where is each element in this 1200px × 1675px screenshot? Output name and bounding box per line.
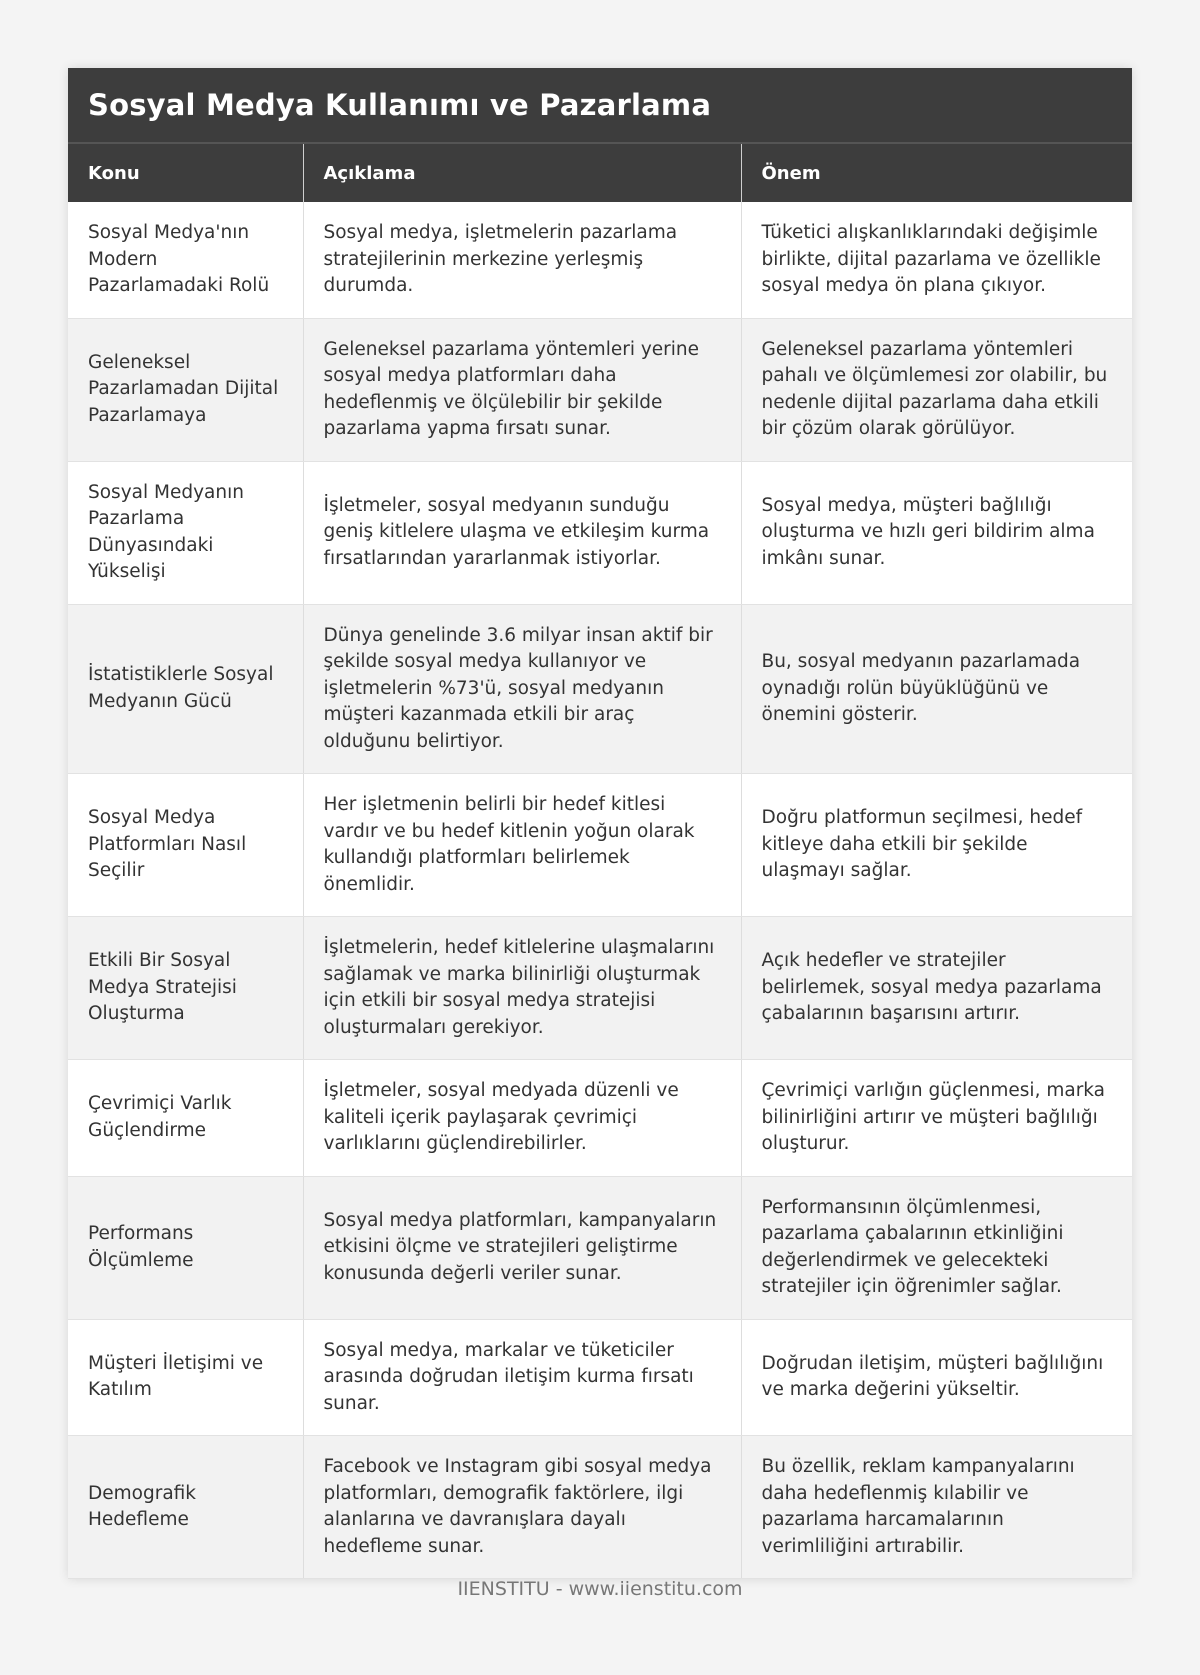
table-row	[68, 1319, 1132, 1436]
cell-konu: Sosyal Medyanın Pazarlama Dünyasındaki Yükselişi	[68, 461, 303, 604]
cell-onem: Tüketici alışkanlıklarındaki değişimle birlikte, dijital pazarlama ve özellikle sosyal medya ön plana çıkıyor.	[741, 202, 1132, 318]
cell-konu: Sosyal Medya'nın Modern Pazarlamadaki Rolü	[68, 202, 303, 318]
cell-onem: Geleneksel pazarlama yöntemleri pahalı ve ölçümlemesi zor olabilir, bu nedenle dijital pazarlama daha etkili bir çözüm olarak görülüyor.	[741, 318, 1132, 461]
cell-onem: Doğrudan iletişim, müşteri bağlılığını ve marka değerini yükseltir.	[741, 1319, 1132, 1436]
cell-aciklama: Sosyal medya, işletmelerin pazarlama stratejilerinin merkezine yerleşmiş durumda.	[303, 202, 741, 318]
table-row	[68, 1060, 1132, 1177]
cell-aciklama: İşletmeler, sosyal medyada düzenli ve kaliteli içerik paylaşarak çevrimiçi varlıklarını güçlendirebilirler.	[303, 1060, 741, 1177]
cell-aciklama: İşletmeler, sosyal medyanın sunduğu geniş kitlelere ulaşma ve etkileşim kurma fırsatlarından yararlanmak istiyorlar.	[303, 461, 741, 604]
cell-konu: İstatistiklerle Sosyal Medyanın Gücü	[68, 604, 303, 774]
cell-aciklama: Facebook ve Instagram gibi sosyal medya platformları, demografik faktörlere, ilgi alanlarına ve davranışlara dayalı hedefleme sunar.	[303, 1436, 741, 1579]
title-bar	[68, 68, 1132, 144]
page-title: Sosyal Medya Kullanımı ve Pazarlama	[88, 88, 712, 122]
cell-konu: Çevrimiçi Varlık Güçlendirme	[68, 1060, 303, 1177]
column-header-aciklama: Açıklama	[303, 144, 741, 202]
cell-onem: Performansının ölçümlenmesi, pazarlama çabalarının etkinliğini değerlendirmek ve gelecekteki stratejiler için öğrenimler sağlar.	[741, 1176, 1132, 1319]
table-row	[68, 1176, 1132, 1319]
cell-aciklama: Dünya genelinde 3.6 milyar insan aktif bir şekilde sosyal medya kullanıyor ve işletmelerin %73'ü, sosyal medyanın müşteri kazanmada etkili bir araç olduğunu belirtiyor.	[303, 604, 741, 774]
table-row	[68, 202, 1132, 318]
table-header-row	[68, 144, 1132, 202]
cell-onem: Sosyal medya, müşteri bağlılığı oluşturma ve hızlı geri bildirim alma imkânı sunar.	[741, 461, 1132, 604]
topics-table	[68, 144, 1132, 1579]
table-row	[68, 604, 1132, 774]
cell-onem: Açık hedefler ve stratejiler belirlemek, sosyal medya pazarlama çabalarının başarısını artırır.	[741, 917, 1132, 1060]
table-row	[68, 461, 1132, 604]
footer-credit: IIENSTITU - www.iienstitu.com	[457, 1578, 743, 1600]
cell-konu: Performans Ölçümleme	[68, 1176, 303, 1319]
cell-aciklama: İşletmelerin, hedef kitlelerine ulaşmalarını sağlamak ve marka bilinirliği oluşturmak için etkili bir sosyal medya stratejisi oluşturmaları gerekiyor.	[303, 917, 741, 1060]
cell-aciklama: Sosyal medya, markalar ve tüketiciler arasında doğrudan iletişim kurma fırsatı sunar.	[303, 1319, 741, 1436]
cell-aciklama: Her işletmenin belirli bir hedef kitlesi vardır ve bu hedef kitlenin yoğun olarak kullandığı platformları belirlemek önemlidir.	[303, 774, 741, 917]
cell-onem: Bu özellik, reklam kampanyalarını daha hedeflenmiş kılabilir ve pazarlama harcamalarının verimliliğini artırabilir.	[741, 1436, 1132, 1579]
table-row	[68, 774, 1132, 917]
cell-konu: Geleneksel Pazarlamadan Dijital Pazarlamaya	[68, 318, 303, 461]
cell-konu: Demografik Hedefleme	[68, 1436, 303, 1579]
cell-konu: Etkili Bir Sosyal Medya Stratejisi Oluşturma	[68, 917, 303, 1060]
table-row	[68, 1436, 1132, 1579]
column-header-konu: Konu	[68, 144, 303, 202]
cell-onem: Bu, sosyal medyanın pazarlamada oynadığı rolün büyüklüğünü ve önemini gösterir.	[741, 604, 1132, 774]
cell-konu: Müşteri İletişimi ve Katılım	[68, 1319, 303, 1436]
cell-aciklama: Sosyal medya platformları, kampanyaların etkisini ölçme ve stratejileri geliştirme konusunda değerli veriler sunar.	[303, 1176, 741, 1319]
cell-onem: Çevrimiçi varlığın güçlenmesi, marka bilinirliğini artırır ve müşteri bağlılığı oluşturur.	[741, 1060, 1132, 1177]
column-header-onem: Önem	[741, 144, 1132, 202]
cell-konu: Sosyal Medya Platformları Nasıl Seçilir	[68, 774, 303, 917]
cell-onem: Doğru platformun seçilmesi, hedef kitleye daha etkili bir şekilde ulaşmayı sağlar.	[741, 774, 1132, 917]
table-row	[68, 318, 1132, 461]
cell-aciklama: Geleneksel pazarlama yöntemleri yerine sosyal medya platformları daha hedeflenmiş ve ölçülebilir bir şekilde pazarlama yapma fırsatı sunar.	[303, 318, 741, 461]
table-row	[68, 917, 1132, 1060]
content-card	[68, 68, 1132, 1579]
